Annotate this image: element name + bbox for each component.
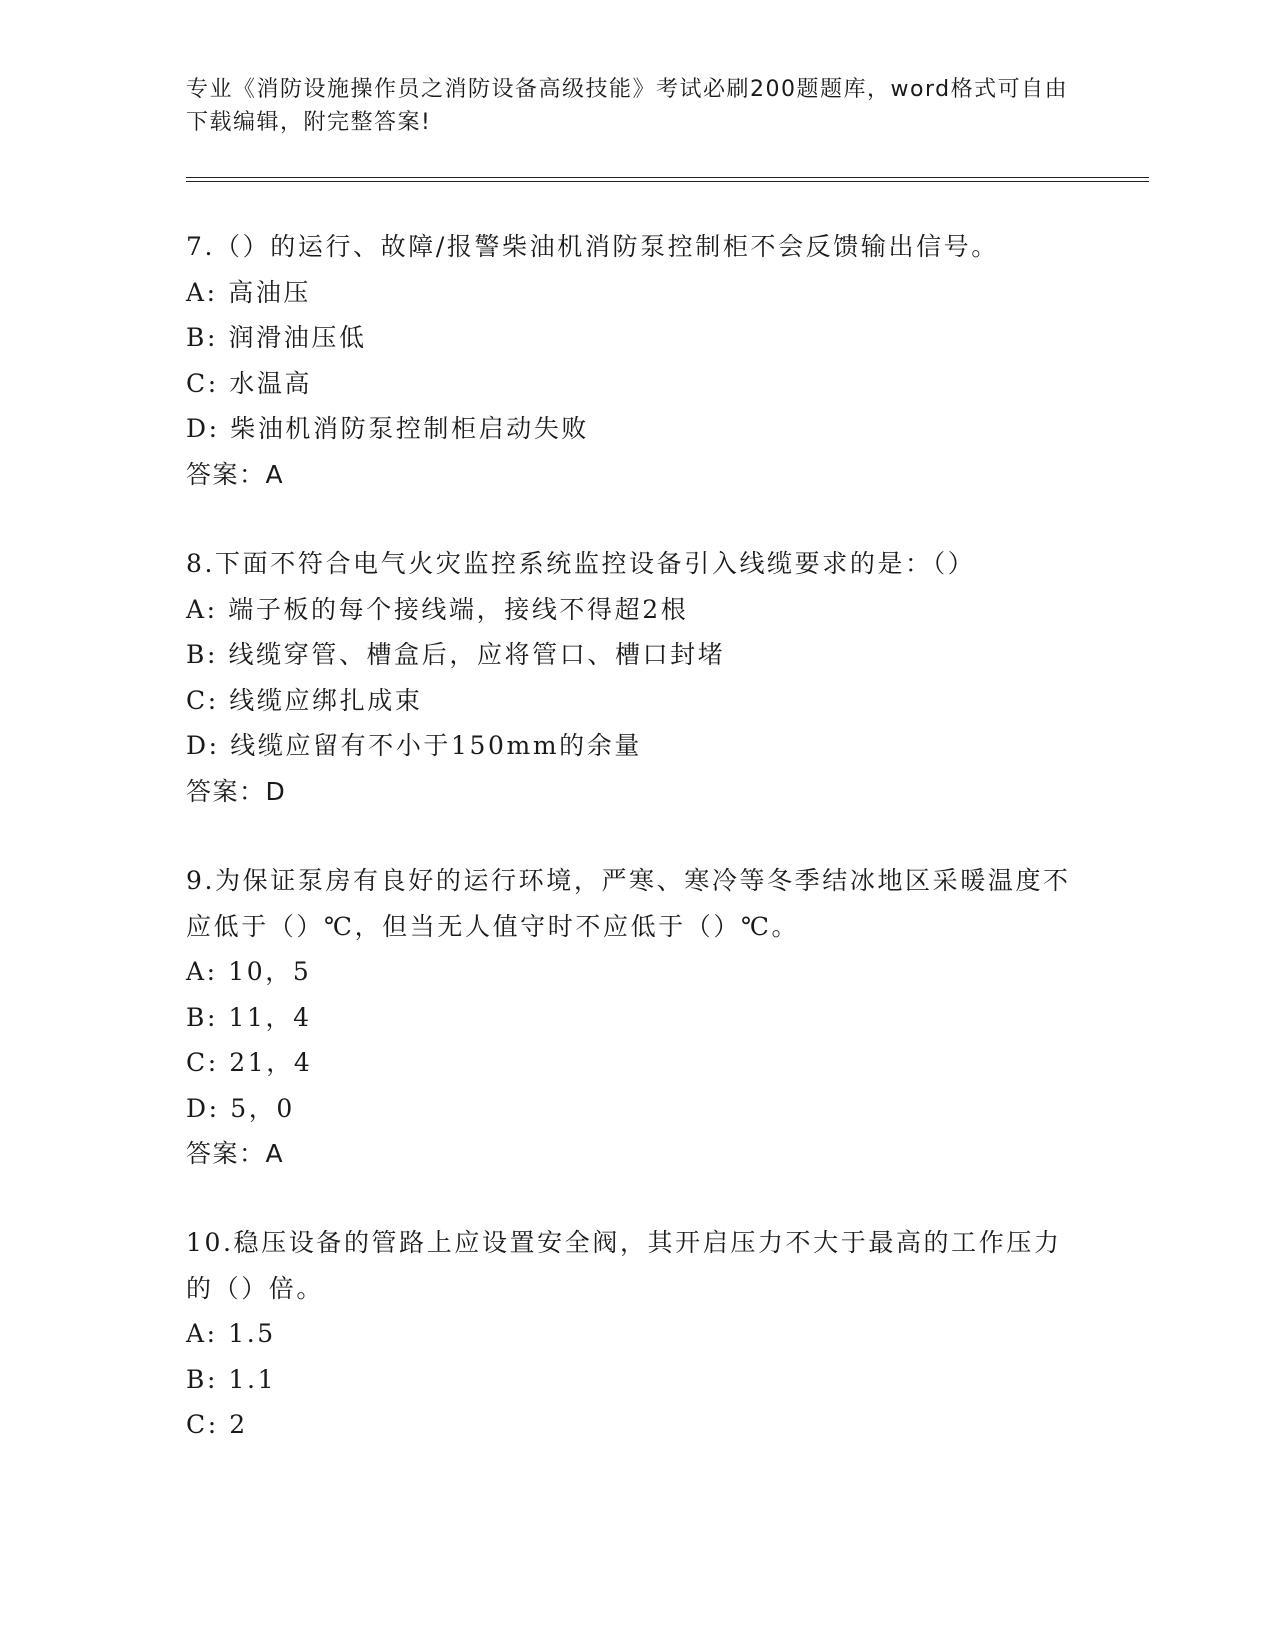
page-header: 专业《消防设施操作员之消防设备高级技能》考试必刷200题题库，word格式可自由下载编辑，附完整答案!	[186, 77, 1069, 135]
option-b: B: 润滑油压低	[186, 323, 367, 352]
option-b: B: 线缆穿管、槽盒后，应将管口、槽口封堵	[186, 640, 726, 669]
question-10	[186, 1220, 1086, 1448]
answer-line: 答案：D	[186, 776, 287, 806]
option-a: A: 端子板的每个接线端，接线不得超2根	[186, 594, 689, 624]
option-a: A: 高油压	[186, 277, 312, 307]
answer-line: 答案：A	[186, 459, 285, 489]
option-a: A: 10，5	[186, 957, 312, 986]
answer-line: 答案：A	[186, 1139, 285, 1168]
option-b: B: 1.1	[186, 1364, 277, 1394]
header-divider-top	[186, 177, 1149, 178]
option-d: D: 柴油机消防泵控制柜启动失败	[186, 414, 590, 443]
question-8	[186, 541, 1086, 814]
header-divider-bottom	[186, 181, 1149, 182]
option-d: D: 线缆应留有不小于150mm的余量	[186, 731, 642, 760]
question-stem: 9.为保证泵房有良好的运行环境，严寒、寒冷等冬季结冰地区采暖温度不应低于（）℃，但当无人值守时不应低于（）℃。	[186, 866, 1071, 941]
option-d: D: 5，0	[186, 1093, 295, 1123]
question-9	[186, 858, 1086, 1177]
option-c: C: 线缆应绑扎成束	[186, 685, 423, 715]
option-c: C: 2	[186, 1410, 248, 1439]
question-stem: 7.（）的运行、故障/报警柴油机消防泵控制柜不会反馈输出信号。	[186, 232, 999, 261]
option-a: A: 1.5	[186, 1319, 276, 1348]
question-stem: 10.稳压设备的管路上应设置安全阀，其开启压力不大于最高的工作压力的（）倍。	[186, 1228, 1062, 1303]
question-7	[186, 224, 1086, 497]
question-stem: 8.下面不符合电气火灾监控系统监控设备引入线缆要求的是：（）	[186, 549, 976, 578]
option-c: C: 水温高	[186, 368, 313, 398]
option-b: B: 11，4	[186, 1002, 312, 1032]
option-c: C: 21，4	[186, 1048, 313, 1077]
